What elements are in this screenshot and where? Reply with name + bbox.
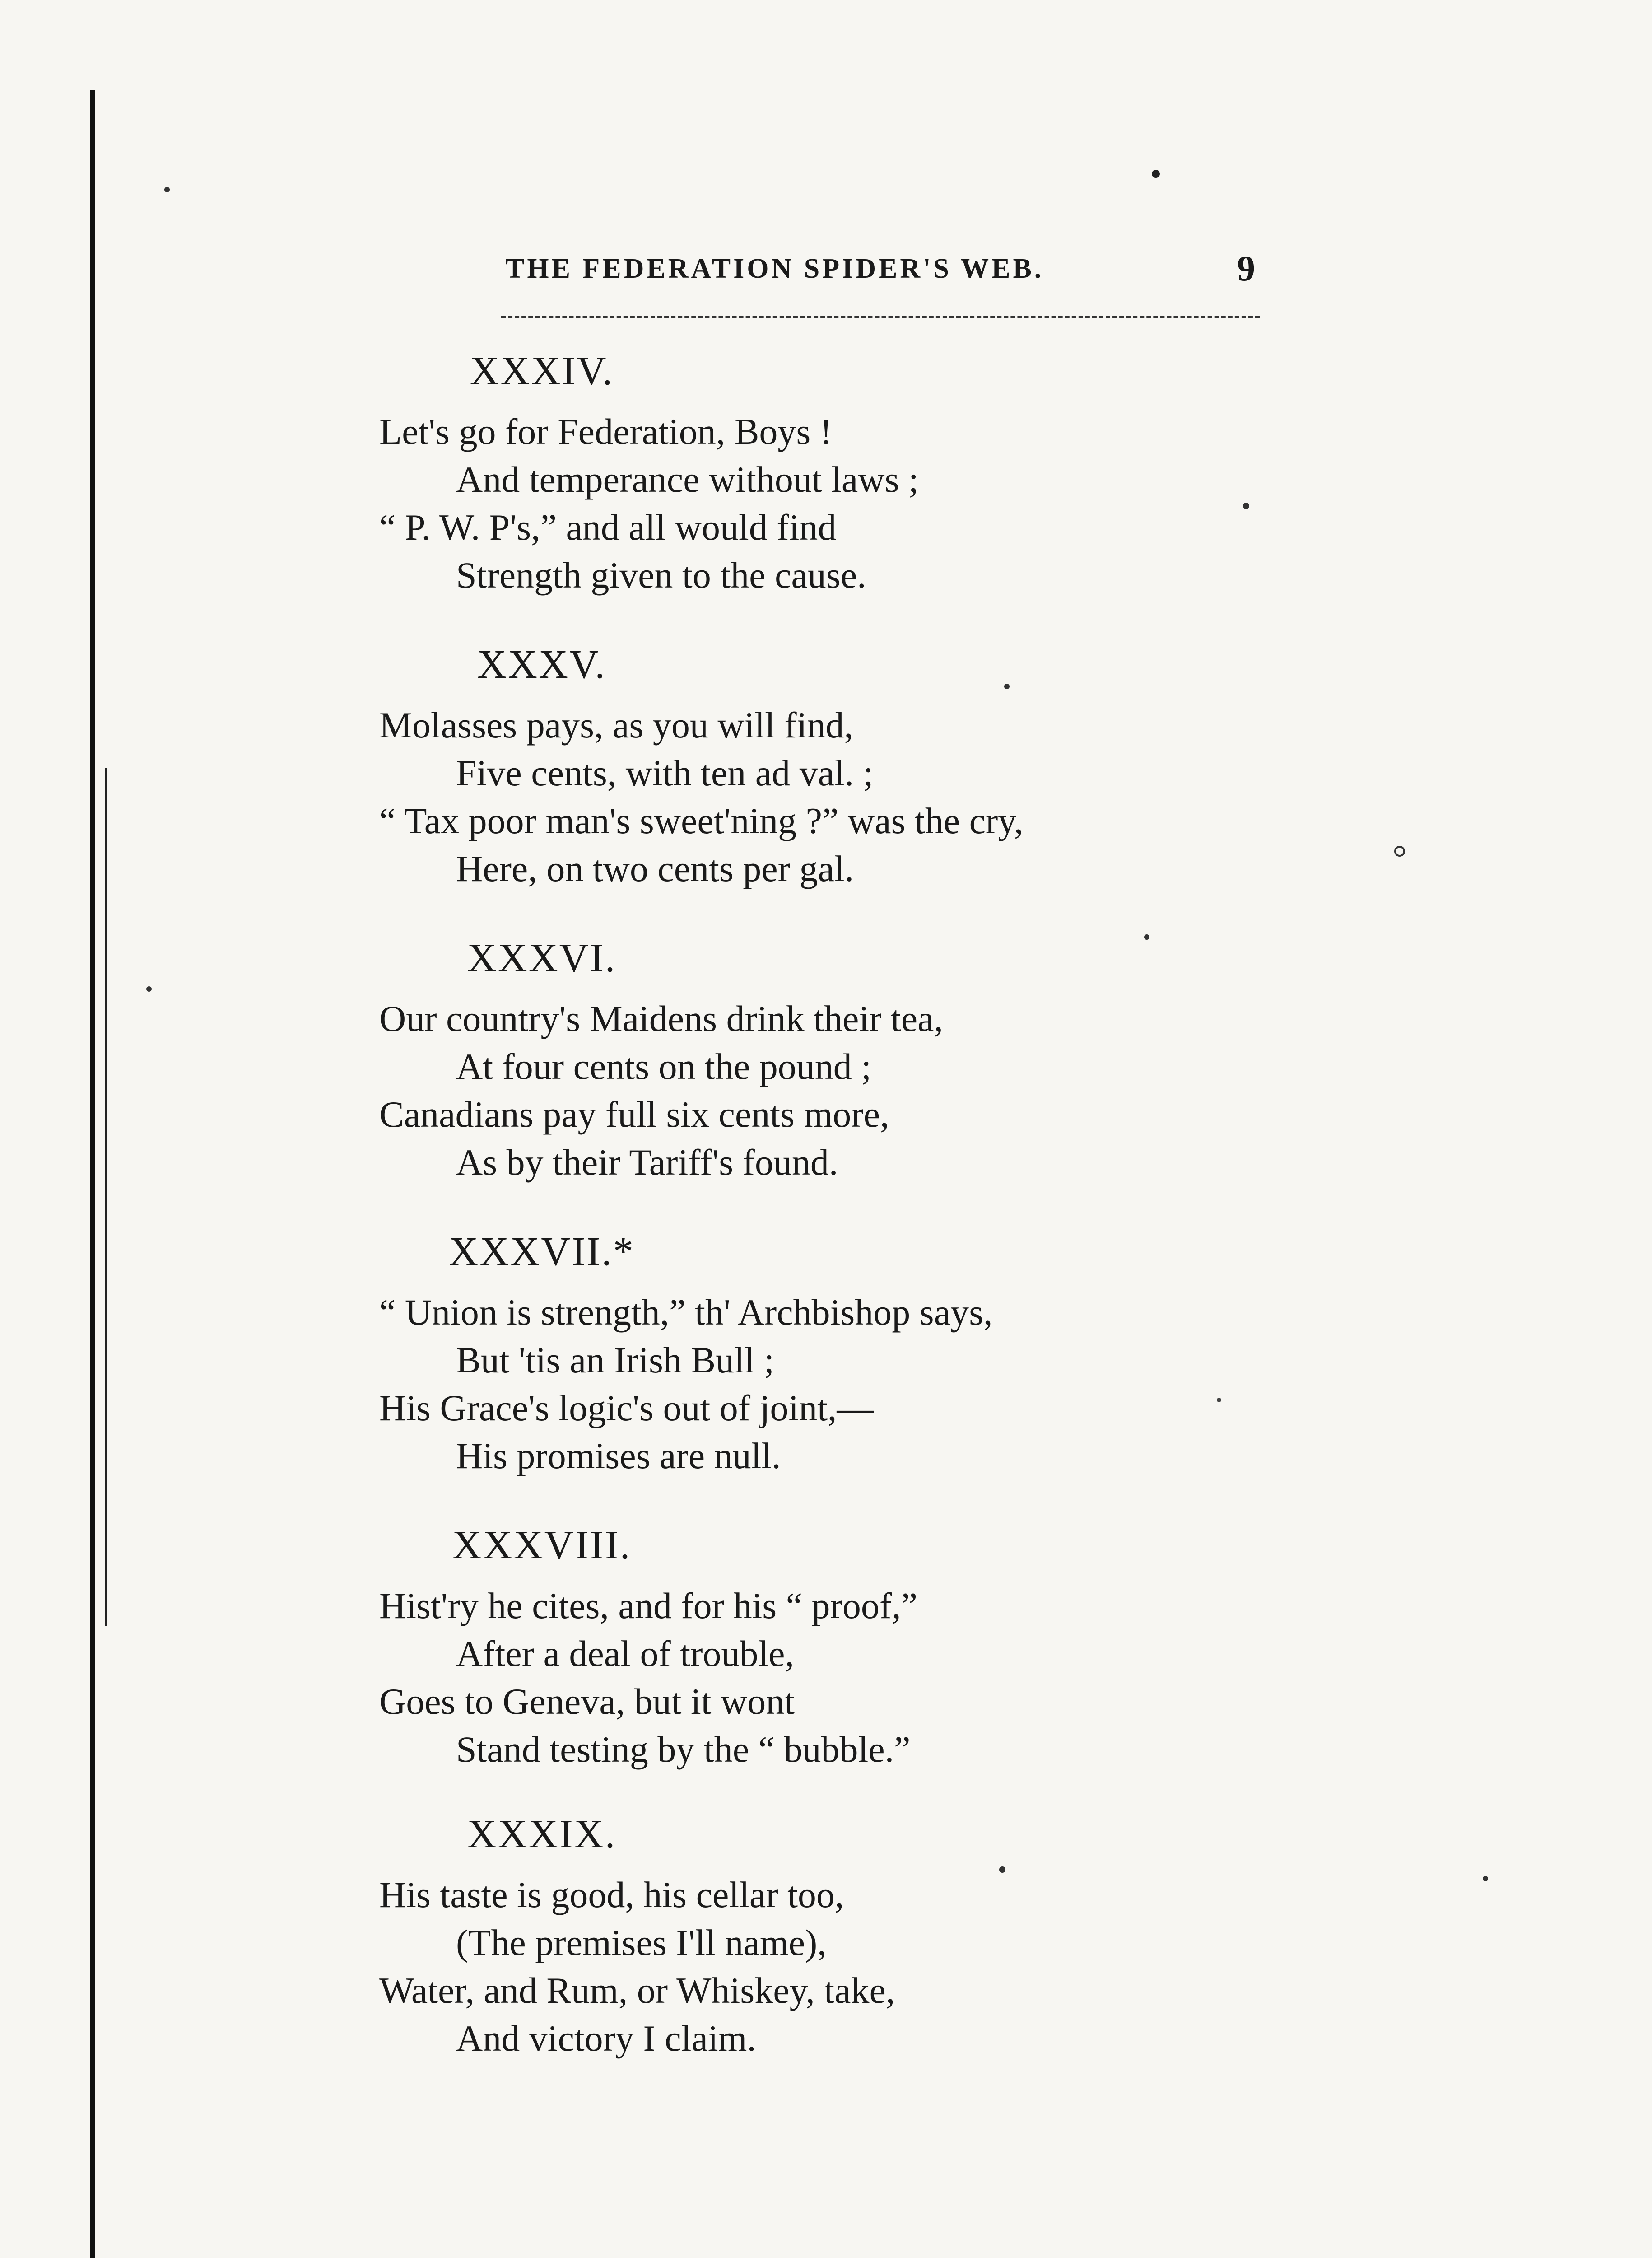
stanza-number: XXXVI. (467, 936, 617, 980)
verse-line: And victory I claim. (456, 2018, 756, 2059)
verse-line: His promises are null. (456, 1435, 781, 1476)
verse-line: Canadians pay full six cents more, (379, 1094, 889, 1135)
verse-line: Strength given to the cause. (456, 555, 866, 596)
verse-line: As by their Tariff's found. (456, 1142, 838, 1183)
stanza-number: XXXIV. (470, 349, 614, 393)
stanza-number: XXXVII.* (449, 1229, 635, 1274)
verse-line: “ Tax poor man's sweet'ning ?” was the cry, (379, 800, 1024, 841)
stanza-number: XXXIX. (467, 1812, 617, 1857)
stanza-number: XXXVIII. (452, 1523, 632, 1568)
verse-line: And temperance without laws ; (456, 459, 919, 500)
page-number: 9 (1237, 249, 1255, 289)
stanza-number: XXXV. (477, 642, 606, 687)
verse-line: After a deal of trouble, (456, 1633, 795, 1674)
verse-line: His Grace's logic's out of joint,— (379, 1387, 874, 1428)
verse-line: Five cents, with ten ad val. ; (456, 752, 874, 793)
verse-line: But 'tis an Irish Bull ; (456, 1339, 774, 1381)
verse-line: Let's go for Federation, Boys ! (379, 411, 833, 452)
verse-line: Goes to Geneva, but it wont (379, 1681, 795, 1722)
verse-line: “ Union is strength,” th' Archbishop says, (379, 1292, 993, 1333)
verse-line: “ P. W. P's,” and all would find (379, 507, 837, 548)
verse-line: Here, on two cents per gal. (456, 848, 854, 889)
verse-line: (The premises I'll name), (456, 1922, 827, 1963)
running-title: THE FEDERATION SPIDER'S WEB. (506, 253, 1044, 284)
verse-line: Hist'ry he cites, and for his “ proof,” (379, 1585, 918, 1626)
verse-line: His taste is good, his cellar too, (379, 1874, 844, 1915)
verse-line: Our country's Maidens drink their tea, (379, 998, 944, 1039)
verse-line: At four cents on the pound ; (456, 1046, 872, 1087)
verse-line: Molasses pays, as you will find, (379, 704, 853, 746)
verse-line: Stand testing by the “ bubble.” (456, 1729, 911, 1770)
verse-line: Water, and Rum, or Whiskey, take, (379, 1970, 895, 2011)
